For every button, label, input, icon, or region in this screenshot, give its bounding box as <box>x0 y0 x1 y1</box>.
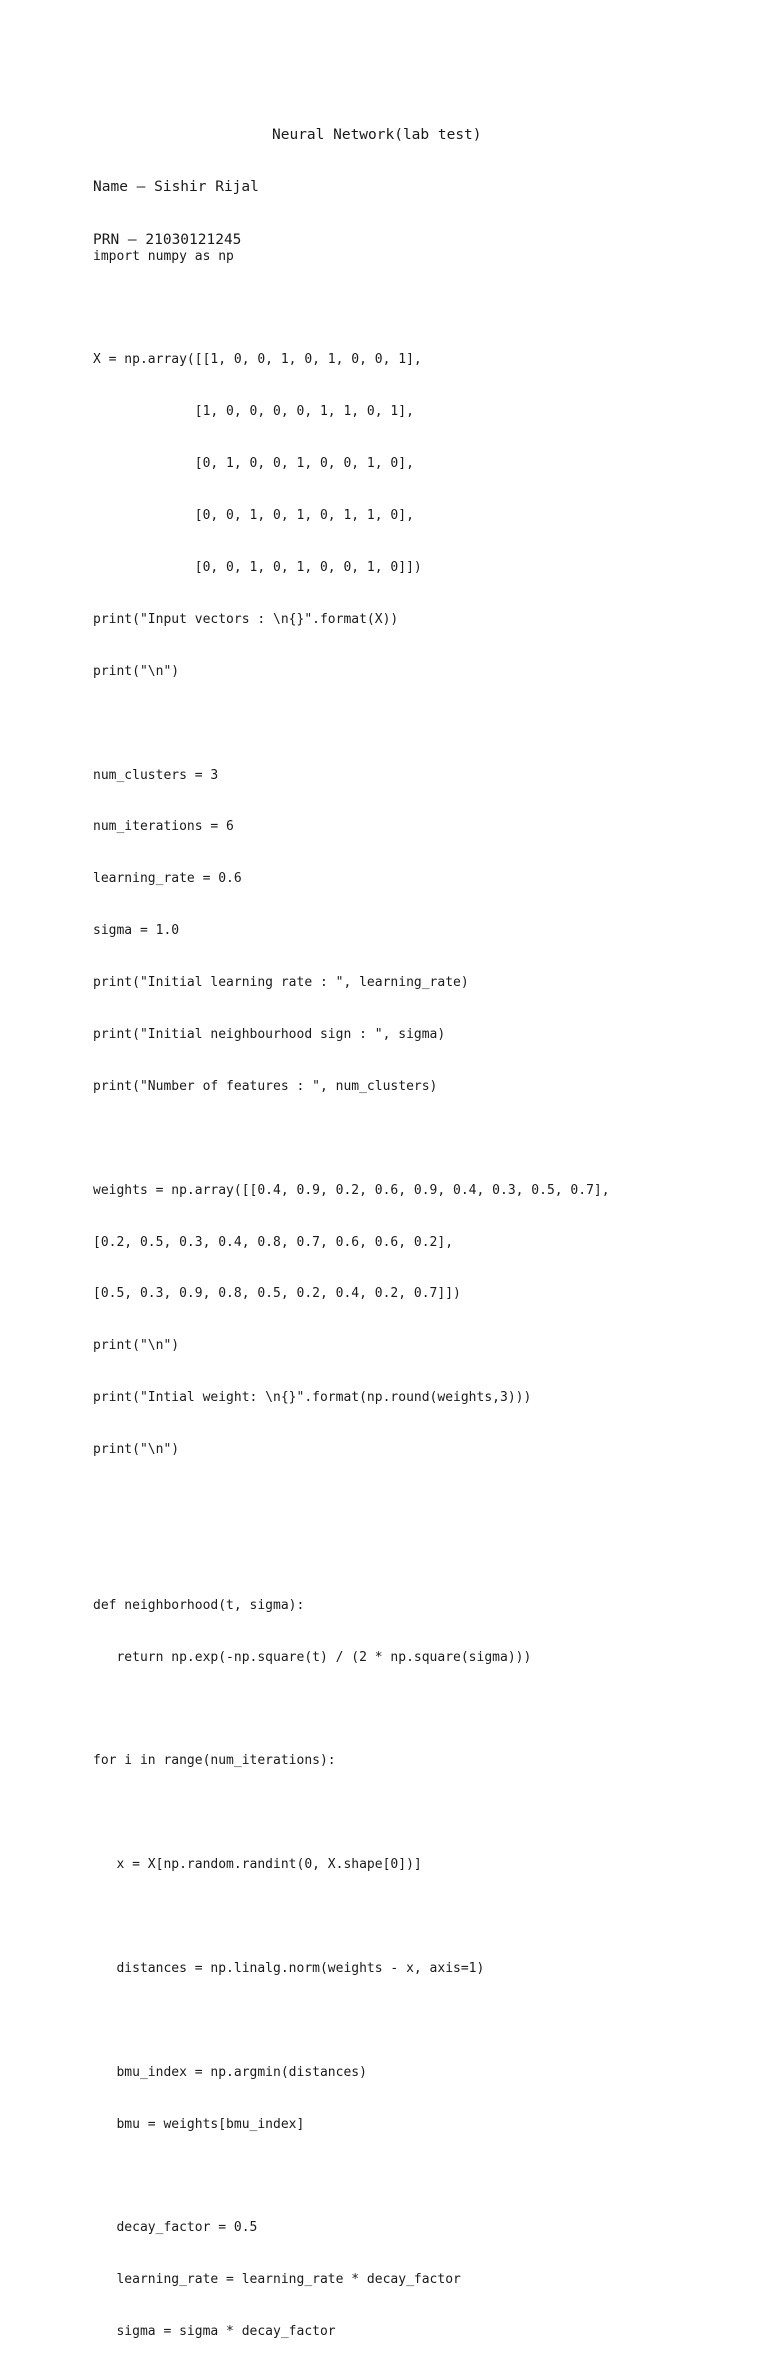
code-block <box>93 213 610 2375</box>
code-line: [0.2, 0.5, 0.3, 0.4, 0.8, 0.7, 0.6, 0.6, 0.2], <box>93 1234 454 1250</box>
code-line <box>93 299 610 316</box>
code-line: sigma = 1.0 <box>93 923 180 939</box>
code-line: print("\n") <box>93 1338 180 1354</box>
code-line: bmu_index = np.argmin(distances) <box>93 2064 367 2080</box>
code-line: weights = np.array([[0.4, 0.9, 0.2, 0.6, 0.9, 0.4, 0.3, 0.5, 0.7], <box>93 1182 610 1198</box>
code-line <box>93 1908 610 1925</box>
code-line: print("\n") <box>93 1442 180 1458</box>
code-line: print("Initial neighbourhood sign : ", sigma) <box>93 1026 446 1042</box>
code-line: [0, 0, 1, 0, 1, 0, 0, 1, 0]]) <box>93 559 422 575</box>
code-line: learning_rate = 0.6 <box>93 871 242 887</box>
code-line: x = X[np.random.randint(0, X.shape[0])] <box>93 1857 422 1873</box>
code-line: [1, 0, 0, 0, 0, 1, 1, 0, 1], <box>93 404 414 420</box>
code-line <box>93 1493 610 1510</box>
code-line <box>93 1804 610 1821</box>
code-line: print("\n") <box>93 663 180 679</box>
code-line: def neighborhood(t, sigma): <box>93 1597 305 1613</box>
code-line: distances = np.linalg.norm(weights - x, axis=1) <box>93 1960 485 1976</box>
code-line: [0, 1, 0, 0, 1, 0, 0, 1, 0], <box>93 456 414 472</box>
code-line: learning_rate = learning_rate * decay_factor <box>93 2272 461 2288</box>
student-prn-line: PRN – 21030121245 <box>93 231 242 248</box>
code-line: [0, 0, 1, 0, 1, 0, 1, 1, 0], <box>93 508 414 524</box>
code-line: [0.5, 0.3, 0.9, 0.8, 0.5, 0.2, 0.4, 0.2, 0.7]]) <box>93 1286 461 1302</box>
code-line: return np.exp(-np.square(t) / (2 * np.square(sigma))) <box>93 1649 532 1665</box>
code-line: bmu = weights[bmu_index] <box>93 2116 305 2132</box>
code-line <box>93 2168 610 2185</box>
code-line: print("Input vectors : \n{}".format(X)) <box>93 611 399 627</box>
code-line <box>93 715 610 732</box>
code-line <box>93 1701 610 1718</box>
code-line: print("Intial weight: \n{}".format(np.round(weights,3))) <box>93 1390 532 1406</box>
code-line: X = np.array([[1, 0, 0, 1, 0, 1, 0, 0, 1], <box>93 352 422 368</box>
code-line <box>93 1130 610 1147</box>
code-line: decay_factor = 0.5 <box>93 2220 258 2236</box>
code-line: for i in range(num_iterations): <box>93 1753 336 1769</box>
code-line: print("Number of features : ", num_clusters) <box>93 1078 438 1094</box>
code-line: sigma = sigma * decay_factor <box>93 2324 336 2340</box>
code-line: num_iterations = 6 <box>93 819 234 835</box>
student-name-line: Name – Sishir Rijal <box>93 179 259 195</box>
code-line: print("Initial learning rate : ", learning_rate) <box>93 975 469 991</box>
code-line <box>93 1545 610 1562</box>
code-line: import numpy as np <box>93 248 234 264</box>
document-title: Neural Network(lab test) <box>272 127 482 143</box>
code-line: num_clusters = 3 <box>93 767 219 783</box>
code-line <box>93 2012 610 2029</box>
